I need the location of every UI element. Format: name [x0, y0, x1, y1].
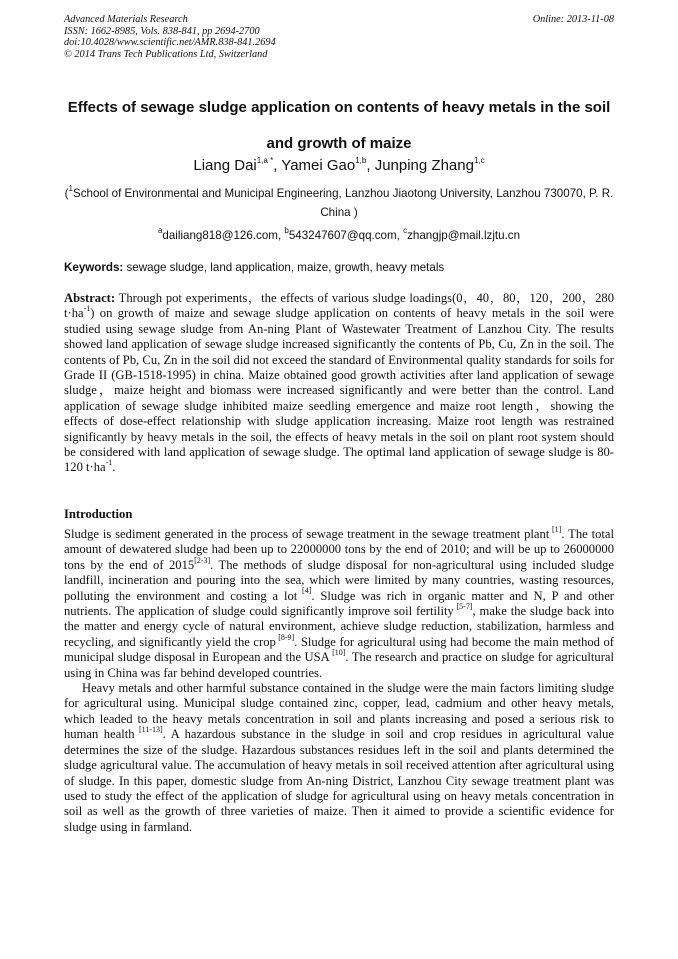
journal-issn: ISSN: 1662-8985, Vols. 838-841, pp 2694-2700 [64, 25, 260, 37]
introduction-body [64, 524, 615, 835]
paragraph [64, 524, 615, 681]
paragraph-text: Heavy metals and other harmful substance contained in the sludge were the main factors limiting sludge for agricultural using. Municipal sludge contained zinc, copper, lead, cadmium and other heavy metals, which leaded to the heavy metals concentration in soil and plants increasing and posed a serious risk to human health [64, 681, 614, 742]
paragraph-text: . The research and practice on sludge for agricultural using in China was far behind developed countries. [64, 650, 614, 680]
author-affiliation-mark: 1,a * [256, 156, 274, 165]
paragraph-text: . The total amount of dewatered sludge had been up to 22000000 tons by the end of 2010; and will be up to 26000000 tons by the end of 2015 [64, 527, 615, 572]
author-name: Liang Dai [193, 157, 257, 174]
affiliation-text: School of Environmental and Municipal Engineering, Lanzhou Jiaotong University, Lanzhou 730070, P. R. China ) [73, 187, 614, 219]
unit-exponent: -1 [83, 304, 91, 314]
email-link[interactable]: 543247607@qq.com, [288, 229, 404, 242]
paragraph-text: . Sludge was rich in organic matter and N, P and other nutrients. The application of sludge could significantly improve soil fertility [64, 588, 615, 619]
citation[interactable]: [5-7] [453, 601, 473, 611]
paper-title: Effects of sewage sludge application on contents of heavy metals in the soil and growth of maize [67, 99, 611, 152]
paragraph-text: . A hazardous substance in the sludge in soil and crop residues in agricultural value determines the size of the sludge. Hazardous substances residues left in the soil and plants determined the sludge agricultural value. The accumulation of heavy metals in soil received attention after agricultural using of sludge. In this paper, domestic sludge from An-ning District, Lanzhou City sewage treatment plant was used to study the effect of the application of sludge for agricultural using on heavy metals concentration in soil as well as the growth of three varieties of maize. Then it aimed to provide a scientific evidence for sludge using in farmland. [64, 727, 615, 834]
citation[interactable]: [1] [549, 524, 562, 534]
journal-doi: doi:10.4028/www.scientific.net/AMR.838-841.2694 [64, 37, 276, 49]
author-list [64, 156, 614, 176]
author-name: , Yamei Gao [273, 157, 356, 174]
abstract-text: . [112, 460, 116, 475]
abstract-text: Through pot experiments，the effects of various sludge loadings(0，40，80，120，200，280 t·ha [64, 291, 614, 321]
paragraph-text: . Sludge for agricultural using had become the main method of municipal sludge disposal in European and the USA [64, 634, 615, 665]
paragraph [64, 681, 614, 835]
citation[interactable]: [2-3] [194, 555, 211, 565]
author-affiliation-mark: 1,b [355, 156, 367, 165]
keywords-text: sewage sludge, land application, maize, growth, heavy metals [123, 261, 445, 274]
citation[interactable]: [8-9] [275, 632, 295, 642]
citation[interactable]: [11-13] [134, 725, 163, 735]
journal-copyright: © 2014 Trans Tech Publications Ltd, Switzerland [64, 48, 268, 60]
abstract [64, 291, 614, 476]
email-mark: b [284, 226, 289, 236]
paragraph-text: Sludge is sediment generated in the process of sewage treatment in the sewage treatment plant [64, 527, 550, 541]
paragraph-text: . The methods of sludge disposal for non-agricultural using included sludge landfill, incineration and pouring into the sea, which were limited by many countries, wasting resources, polluting the environment and costing a lot [64, 557, 614, 603]
journal-name: Advanced Materials Research [64, 14, 188, 25]
email-link[interactable]: zhangjp@mail.lzjtu.cn [407, 229, 521, 242]
unit-exponent: -1 [105, 458, 113, 468]
abstract-label: Abstract: [64, 291, 116, 305]
author-affiliation-mark: 1,c [473, 156, 485, 165]
email-link[interactable]: dailiang818@126.com, [162, 229, 285, 242]
keywords [64, 260, 614, 276]
citation[interactable]: [4] [297, 586, 312, 596]
affiliation-mark: 1 [68, 184, 73, 194]
abstract-text: ) on growth of maize and sewage sludge application on contents of heavy metals in the soil were studied using sewage sludge from An-ning Plant of Wastewater Treatment of Lanzhou City. The results showed land application of sewage sludge increased significantly the contents of Pb, Cu, Zn in the soil. The contents of Pb, Cu, Zn in the soil did not exceed the standard of Environmental quality standards for soils for Grade II (GB-1518-1995) in china. Maize obtained good growth activities after land application of sewage sludge，maize height and biomass were increased significantly and were better than the control. Land application of sewage sludge inhibited maize seedling emergence and maize root length，showing the effects of dose-effect relationship with sludge application increasing. Maize root length was restrained significantly by heavy metals in the soil, the effects of heavy metals in the soil on plant root system should be considered with land application of sewage sludge. The optimal land application of sewage sludge is 80-120 t·ha [64, 306, 614, 475]
email-mark: c [403, 226, 408, 236]
paragraph-text: , make the sludge back into the matter and energy cycle of natural environment, achieve sludge reduction, stabilization, harmless and recycling, and significantly yield the crop [64, 604, 614, 649]
author-name: , Junping Zhang [366, 157, 474, 174]
keywords-label: Keywords: [64, 261, 124, 274]
email-mark: a [157, 226, 163, 236]
affiliation-open: ( [64, 187, 69, 200]
section-heading-introduction: Introduction [64, 507, 133, 521]
affiliation [64, 184, 614, 222]
journal-header [64, 14, 614, 60]
author-emails [64, 228, 614, 244]
online-date: Online: 2013-11-08 [532, 14, 614, 25]
citation[interactable]: [10] [329, 648, 346, 658]
